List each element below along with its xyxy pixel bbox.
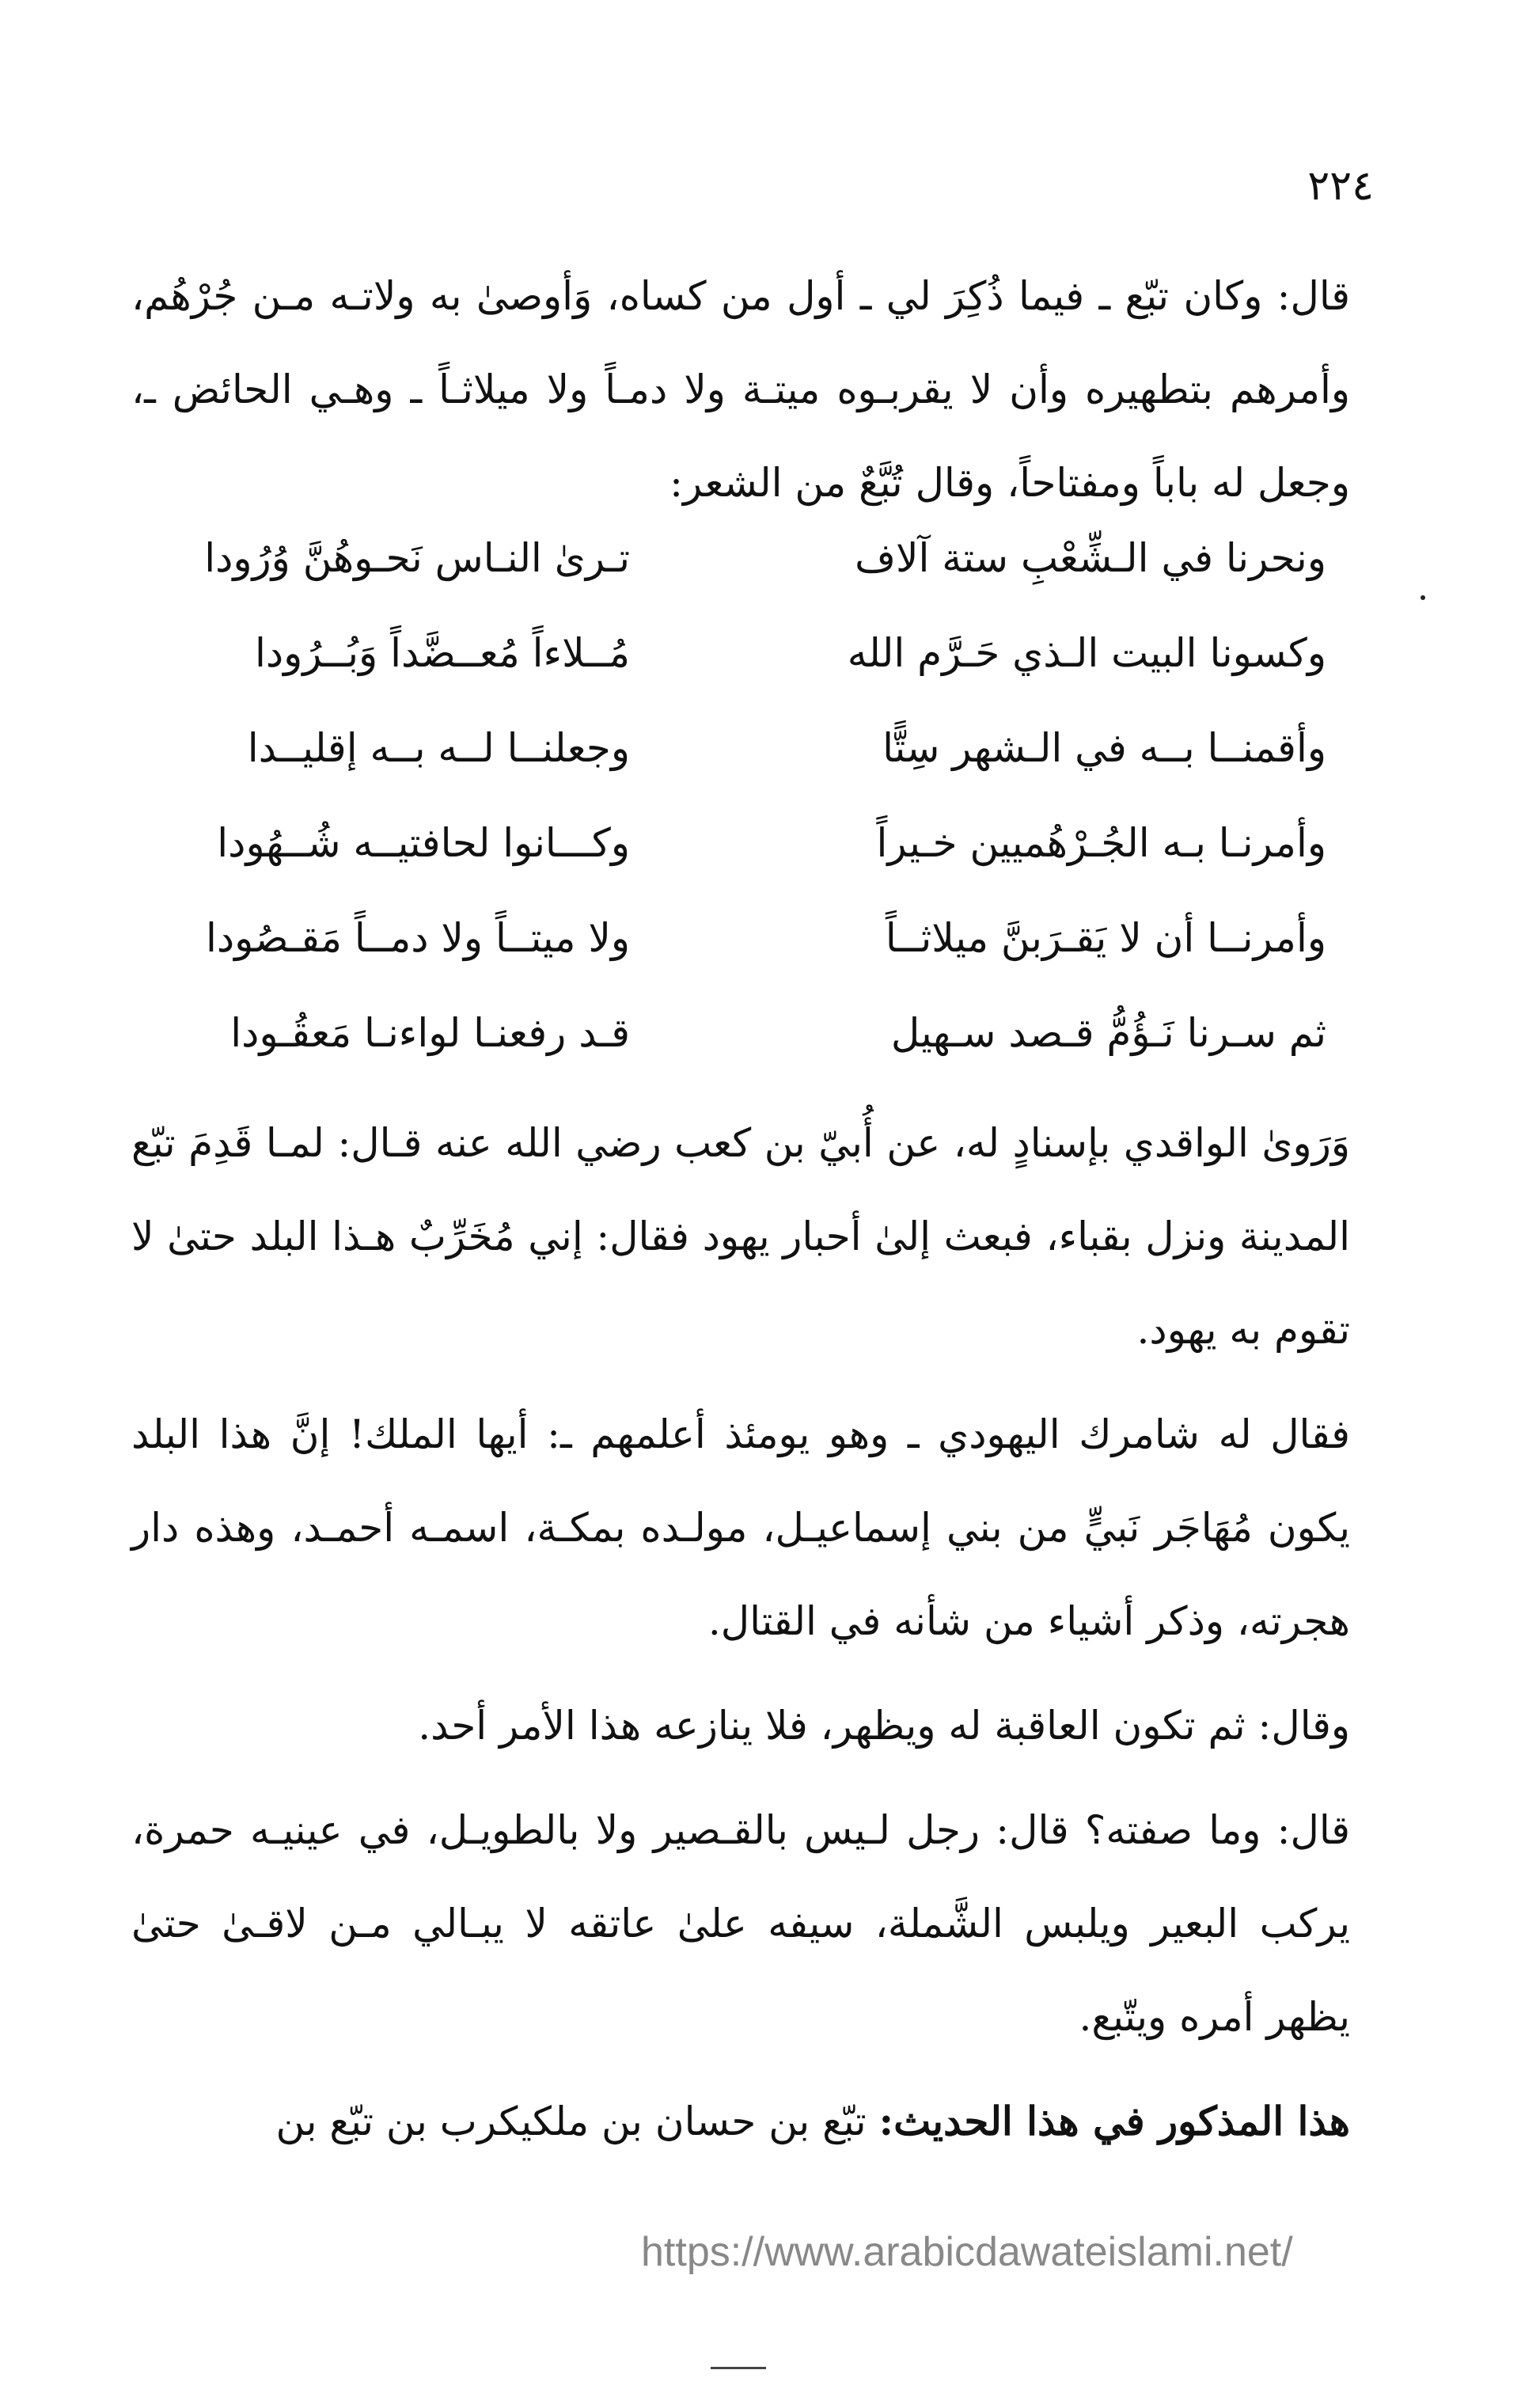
- verse-second-half: ولا ميتــاً ولا دمــاً مَقـصُودا: [205, 915, 630, 961]
- verse-second-half: تـرىٰ النـاس نَحـوهُنَّ وُرُودا: [204, 535, 630, 581]
- verse-second-half: قـد رفعنـا لواءنـا مَعقُـودا: [230, 1010, 630, 1056]
- paragraph-waqidi: وَرَوىٰ الواقدي بإسنادٍ له، عن أُبيّ بن كعب رضي الله عنه قـال: لمـا قَدِمَ تبّع المدينة ونزل بقباء، فبعث إلىٰ أحبار يهود فقال: إني مُخَرِّبٌ هـذا البلد حتىٰ لا تقوم به يهود.: [131, 1120, 1350, 1353]
- watermark-url: https://www.arabicdawateislami.net/: [641, 2229, 1293, 2275]
- verse-second-half: وكـــانوا لحافتيــه شُــهُودا: [217, 820, 630, 866]
- lineage-heading: هذا المذكور في هذا الحديث:: [878, 2098, 1350, 2144]
- verse-second-half: مُــلاءاً مُعــضَّداً وَبُــرُودا: [254, 630, 630, 676]
- margin-dot: [1421, 595, 1425, 600]
- verse-first-half: وأمرنــا أن لا يَقـرَبنَّ ميلاثــاً: [885, 915, 1326, 961]
- verse-first-half: وأمرنـا بـه الجُـرْهُميين خـيراً: [876, 820, 1326, 866]
- verse-first-half: ثم سـرنا نَـؤُمُّ قـصد سـهيل: [890, 1010, 1326, 1056]
- poem-verse: [139, 891, 1326, 986]
- lineage-text: تبّع بن حسان بن ملكيكرب بن تبّع بن: [275, 2098, 879, 2144]
- verse-first-half: ونحرنا في الـشِّعْبِ ستة آلاف: [855, 535, 1326, 581]
- intro-text: قال: وكان تبّع ـ فيما ذُكِرَ لي ـ أول من كساه، وَأوصىٰ به ولاتـه مـن جُرْهُم، وأمرهم بتطهيره وأن لا يقربـوه ميتـة ولا دمـاً ولا ميلاثـاً ـ وهـي الحائض ـ، وجعل له باباً ومفتاحاً، وقال تُبَّعٌ من الشعر:: [131, 273, 1350, 506]
- paragraph-lineage: [131, 2075, 1350, 2168]
- page-number: ٢٢٤: [1307, 162, 1374, 210]
- intro-paragraph: [131, 249, 1350, 530]
- poem-verse: [139, 986, 1326, 1081]
- poem-verse: [139, 511, 1326, 606]
- bottom-rule: [711, 2367, 766, 2369]
- verse-second-half: وجعلنــا لــه بــه إقليــدا: [247, 725, 630, 771]
- paragraph-description: قال: وما صفته؟ قال: رجل لـيس بالقـصير ولا بالطويـل، في عينيـه حمرة، يركب البعير ويلبس الشَّملة، سيفه علىٰ عاتقه لا يبـالي مـن لاقـىٰ حتىٰ يظهر أمره ويتّبع.: [131, 1807, 1350, 2040]
- poem-verse: [139, 796, 1326, 891]
- poem-verse: [139, 701, 1326, 796]
- paragraph-shamrak: فقال له شامرك اليهودي ـ وهو يومئذ أعلمهم ـ: أيها الملك! إنَّ هذا البلد يكون مُهَاجَر نَبيٍّ من بني إسماعيـل، مولـده بمكـة، اسمـه أحمـد، وهذه دار هجرته، وذكر أشياء من شأنه في القتال.: [131, 1411, 1350, 1644]
- poem: [139, 511, 1326, 1081]
- paragraph-outcome: وقال: ثم تكون العاقبة له ويظهر، فلا ينازعه هذا الأمر أحد.: [418, 1703, 1350, 1749]
- poem-verse: [139, 606, 1326, 701]
- verse-first-half: وكسونا البيت الـذي حَـرَّم الله: [847, 630, 1326, 676]
- verse-first-half: وأقمنــا بــه في الـشهر سِتًّا: [882, 725, 1326, 771]
- body-text: [131, 1096, 1350, 2168]
